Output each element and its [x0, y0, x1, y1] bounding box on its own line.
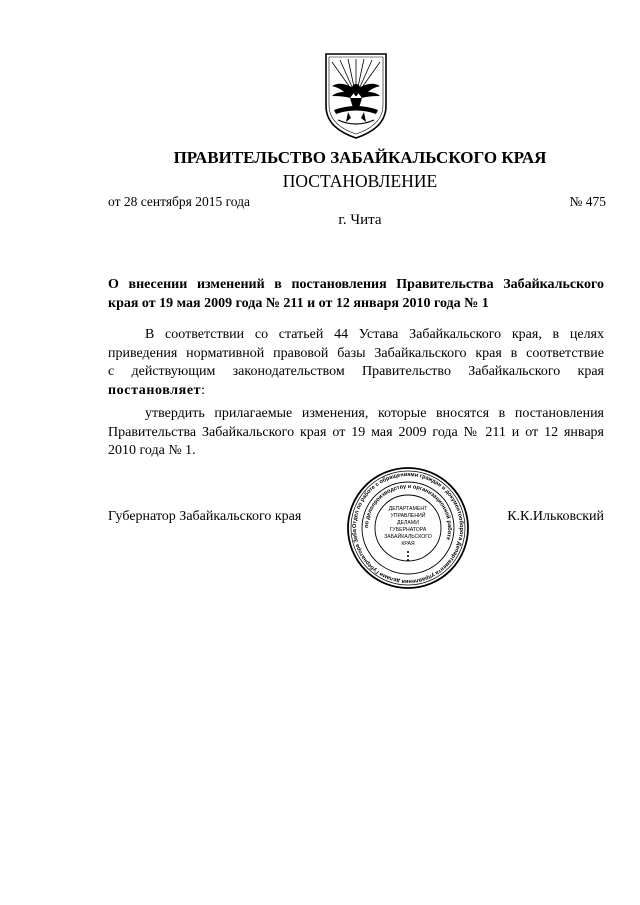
paragraph-line: В соответствии со статьей 44 Устава Забайкальского края, в целях [145, 327, 604, 342]
document-type: ПОСТАНОВЛЕНИЕ [282, 171, 438, 191]
stamp-inner-text: по делопроизводству и организационной работе [363, 483, 453, 541]
keyword-colon: : [201, 382, 206, 398]
paragraph-line [108, 382, 604, 401]
paragraph-line: приведения нормативной правовой базы Забайкальского края в соответствие [108, 345, 604, 361]
paragraph-line: 2010 года № 1. [108, 443, 196, 458]
stamp-center-line: ДЕПАРТАМЕНТ [388, 506, 428, 512]
stamp-center-line: ЗАБАЙКАЛЬСКОГО [384, 534, 432, 540]
document-subject [108, 275, 604, 313]
subject-line: края от 19 мая 2009 года № 211 и от 12 января 2010 года № 1 [108, 296, 489, 311]
body-paragraph [108, 405, 604, 461]
subject-line: О внесении изменений в постановления Правительства Забайкальского [108, 277, 604, 292]
document-date: от 28 сентября 2015 года [108, 194, 251, 209]
paragraph-line: Правительства Забайкальского края от 19 мая 2009 года № 211 и от 12 января [108, 424, 604, 440]
paragraph-line: утвердить прилагаемые изменения, которые вносятся в постановления [145, 406, 604, 421]
stamp-center-line: УПРАВЛЕНИЙ [390, 513, 426, 519]
paragraph-line: с действующим законодательством Правительство Забайкальского края [108, 364, 604, 379]
stamp-center-line: КРАЯ [401, 541, 415, 547]
zabaykalsky-coat-of-arms-icon [320, 50, 392, 140]
stamp-center-line: ДЕЛАМИ [397, 520, 419, 526]
body-paragraph [108, 326, 604, 400]
document-number: № 475 [569, 194, 606, 209]
document-city: г. Чита [338, 212, 382, 228]
official-round-stamp-icon [346, 466, 470, 590]
resolution-keyword: постановляет [108, 382, 202, 398]
stamp-outer-text: Отдел по работе с обращениями граждан и документооборота Департамента управления делами Губернатора Заба [351, 471, 465, 585]
government-title: ПРАВИТЕЛЬСТВО ЗАБАЙКАЛЬСКОГО КРАЯ [173, 148, 547, 167]
stamp-center-line: ГУБЕРНАТОРА [389, 527, 427, 533]
signatory-name: К.К.Ильковский [507, 509, 604, 524]
signatory-title: Губернатор Забайкальского края [108, 509, 302, 524]
